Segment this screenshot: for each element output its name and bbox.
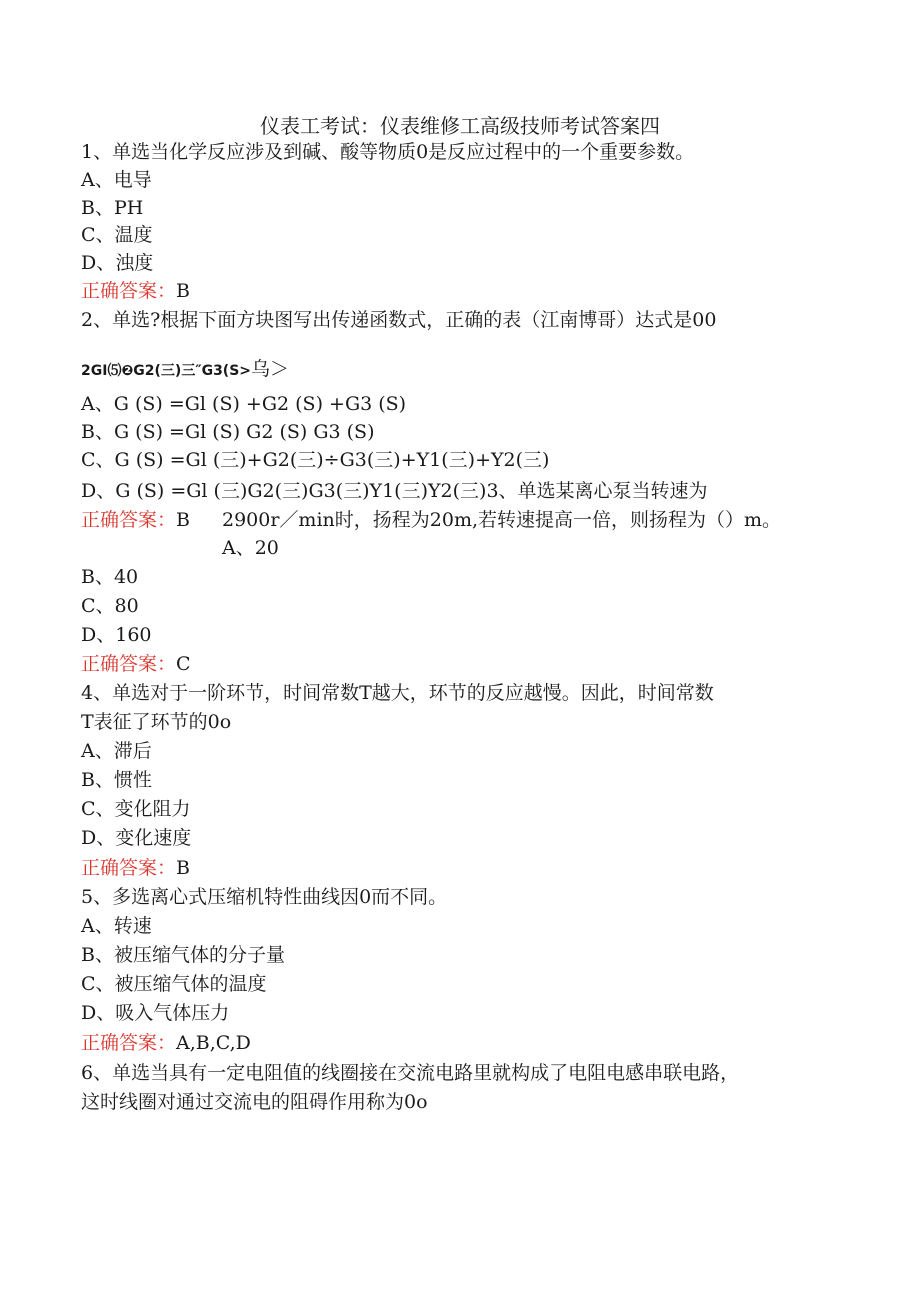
q5-option-b: B、被压缩气体的分子量 bbox=[81, 944, 285, 966]
answer-value: B bbox=[176, 857, 190, 879]
q2-answer bbox=[81, 507, 190, 533]
q2-option-c: C、G (S) =Gl (三)+G2(三)÷G3(三)+Y1(三)+Y2(三) bbox=[81, 449, 550, 471]
q4-option-c: C、变化阻力 bbox=[81, 798, 191, 820]
q2-formula-main: 2GI⑸❷G2(三)三″G3(S> bbox=[81, 363, 252, 379]
q5-stem: 5、多选离心式压缩机特性曲线因0而不同。 bbox=[81, 886, 448, 908]
q5-answer bbox=[81, 1030, 251, 1056]
q3-option-b: B、40 bbox=[81, 566, 139, 588]
q1-answer bbox=[81, 278, 190, 304]
q1-stem: 1、单选当化学反应涉及到碱、酸等物质0是反应过程中的一个重要参数。 bbox=[81, 141, 695, 163]
q1-option-b: B、PH bbox=[81, 197, 144, 219]
answer-value: B bbox=[176, 280, 190, 302]
document-title: 仪表工考试：仪表维修工高级技师考试答案四 bbox=[260, 114, 660, 138]
q1-option-c: C、温度 bbox=[81, 224, 153, 246]
q5-option-c: C、被压缩气体的温度 bbox=[81, 973, 267, 995]
q4-stem-line2: T表征了环节的0o bbox=[81, 711, 232, 733]
q5-option-d: D、吸入气体压力 bbox=[81, 1002, 230, 1024]
answer-label: 正确答案： bbox=[81, 857, 177, 879]
answer-label: 正确答案： bbox=[81, 280, 177, 302]
q4-option-b: B、惯性 bbox=[81, 769, 152, 791]
q3-option-c: C、80 bbox=[81, 595, 139, 617]
q4-stem-line1: 4、单选对于一阶环节，时间常数T越大，环节的反应越慢。因此，时间常数 bbox=[81, 682, 714, 704]
q2-stem: 2、单选?根据下面方块图写出传递函数式，正确的表（江南博哥）达式是00 bbox=[81, 309, 717, 331]
q6-stem-line1: 6、单选当具有一定电阻值的线圈接在交流电路里就构成了电阻电感串联电路， bbox=[81, 1062, 740, 1084]
q1-option-a: A、电导 bbox=[81, 169, 152, 191]
q3-option-a: A、20 bbox=[222, 537, 279, 559]
q4-option-d: D、变化速度 bbox=[81, 827, 192, 849]
q4-answer bbox=[81, 855, 190, 881]
q3-answer bbox=[81, 651, 191, 677]
q1-option-d: D、浊度 bbox=[81, 252, 154, 274]
q3-stem-continued: 2900r／min时，扬程为20m,若转速提高一倍，则扬程为（）m。 bbox=[222, 509, 782, 531]
q2-formula-tail: 乌＞ bbox=[251, 358, 290, 380]
q2-option-d: D、G (S) =Gl (三)G2(三)G3(三)Y1(三)Y2(三)3、单选某离心泵当转速为 bbox=[81, 480, 708, 502]
answer-label: 正确答案： bbox=[81, 653, 177, 675]
q5-option-a: A、转速 bbox=[81, 915, 152, 937]
answer-label: 正确答案： bbox=[81, 509, 177, 531]
q2-option-a: A、G (S) =Gl (S) +G2 (S) +G3 (S) bbox=[81, 393, 407, 415]
q4-option-a: A、滞后 bbox=[81, 740, 152, 762]
answer-value: B bbox=[176, 509, 190, 531]
answer-value: A,B,C,D bbox=[176, 1032, 251, 1054]
q3-option-d: D、160 bbox=[81, 624, 152, 646]
answer-value: C bbox=[176, 653, 191, 675]
q2-option-b: B、G (S) =Gl (S) G2 (S) G3 (S) bbox=[81, 421, 375, 443]
q2-formula bbox=[81, 356, 289, 384]
q6-stem-line2: 这时线圈对通过交流电的阻碍作用称为0o bbox=[81, 1091, 428, 1113]
answer-label: 正确答案： bbox=[81, 1032, 177, 1054]
